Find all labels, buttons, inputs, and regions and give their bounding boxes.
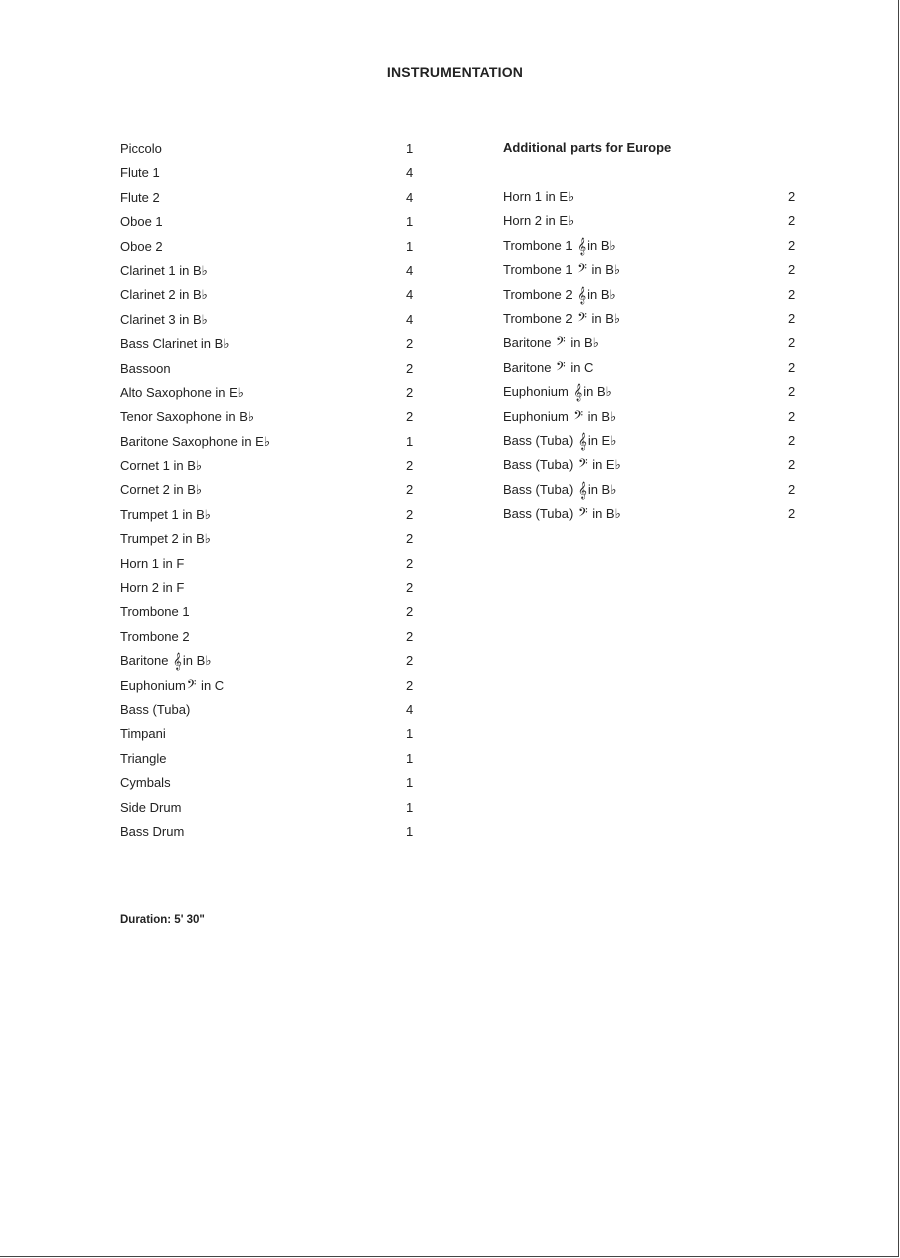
instrument-quantity: 2 <box>406 409 414 425</box>
part-name: Horn 1 in E♭ <box>503 189 575 204</box>
part-key: in B♭ <box>588 506 621 522</box>
bass-clef-icon: 𝄢 <box>556 334 566 353</box>
instrument-name: Flute 2 <box>120 189 160 205</box>
instrument-quantity: 2 <box>406 360 414 376</box>
part-name: Baritone <box>503 359 556 375</box>
instrument-row <box>120 478 420 502</box>
additional-part-row <box>503 478 808 502</box>
instrument-name: Side Drum <box>120 799 182 815</box>
additional-part-row <box>503 405 808 429</box>
instrument-row <box>120 210 420 234</box>
part-name: Bass (Tuba) <box>503 457 577 473</box>
instrument-row <box>120 259 420 283</box>
part-key: in E♭ <box>588 457 621 473</box>
part-quantity: 2 <box>788 237 796 253</box>
instrument-row <box>120 820 420 844</box>
instrument-list <box>120 137 420 844</box>
part-key: in B♭ <box>587 237 616 253</box>
instrument-row <box>120 527 420 551</box>
instrument-row <box>120 698 420 722</box>
instrument-row <box>120 454 420 478</box>
treble-clef-icon: 𝄞 <box>573 383 583 402</box>
treble-clef-icon: 𝄞 <box>577 480 587 499</box>
part-quantity: 2 <box>788 310 796 326</box>
instrument-name: Oboe 1 <box>120 214 163 230</box>
instrument-name: Baritone Saxophone in E♭ <box>120 433 270 449</box>
instrument-key: in C <box>197 677 225 693</box>
additional-part-row <box>503 185 808 209</box>
part-key: in C <box>566 359 594 375</box>
instrument-name: Tenor Saxophone in B♭ <box>120 409 255 425</box>
instrument-name: Bass Clarinet in B♭ <box>120 336 230 352</box>
clef-icon: 𝄢 <box>186 676 197 695</box>
instrument-name: Clarinet 2 in B♭ <box>120 287 208 303</box>
part-key: in E♭ <box>587 432 617 448</box>
instrument-quantity: 1 <box>406 238 414 254</box>
additional-part-row <box>503 356 808 380</box>
instrument-quantity: 2 <box>406 604 414 620</box>
instrument-row <box>120 649 420 673</box>
additional-part-row <box>503 307 808 331</box>
instrument-row <box>120 381 420 405</box>
additional-part-row <box>503 234 808 258</box>
instrument-name: Baritone <box>120 653 173 669</box>
instrument-row <box>120 235 420 259</box>
instrument-name: Cymbals <box>120 775 171 791</box>
bass-clef-icon: 𝄢 <box>577 505 588 524</box>
instrument-row <box>120 503 420 527</box>
instrument-quantity: 2 <box>406 506 414 522</box>
part-quantity: 2 <box>788 359 796 375</box>
instrument-quantity: 1 <box>406 799 414 815</box>
instrument-row <box>120 308 420 332</box>
duration-label: Duration: 5' 30" <box>120 914 205 926</box>
instrument-name: Horn 2 in F <box>120 580 185 596</box>
instrument-quantity: 1 <box>406 750 414 766</box>
part-quantity: 2 <box>788 408 796 424</box>
instrument-row <box>120 161 420 185</box>
bass-clef-icon: 𝄢 <box>577 309 587 328</box>
instrument-name: Trombone 2 <box>120 628 190 644</box>
additional-part-row <box>503 429 808 453</box>
instrument-row <box>120 600 420 624</box>
instrument-quantity: 2 <box>406 555 414 571</box>
instrument-name: Oboe 2 <box>120 238 163 254</box>
instrument-quantity: 2 <box>406 677 414 693</box>
treble-clef-icon: 𝄞 <box>577 236 587 255</box>
instrument-row <box>120 576 420 600</box>
instrument-row <box>120 796 420 820</box>
part-quantity: 2 <box>788 286 796 302</box>
additional-part-row <box>503 209 808 233</box>
part-key: in B♭ <box>583 384 612 400</box>
part-name: Trombone 2 <box>503 310 577 326</box>
part-quantity: 2 <box>788 262 796 278</box>
part-quantity: 2 <box>788 481 796 497</box>
instrument-row <box>120 430 420 454</box>
instrument-row <box>120 137 420 161</box>
instrument-quantity: 1 <box>406 433 414 449</box>
instrument-name: Clarinet 1 in B♭ <box>120 262 208 278</box>
part-name: Trombone 1 <box>503 262 577 278</box>
part-key: in B♭ <box>584 408 617 424</box>
additional-parts-list <box>503 185 808 526</box>
bass-clef-icon: 𝄢 <box>577 261 587 280</box>
treble-clef-icon: 𝄞 <box>577 431 587 450</box>
instrument-quantity: 4 <box>406 701 414 717</box>
part-quantity: 2 <box>788 213 796 229</box>
instrument-name: Clarinet 3 in B♭ <box>120 311 208 327</box>
instrument-quantity: 4 <box>406 262 414 278</box>
part-name: Bass (Tuba) <box>503 506 577 522</box>
instrument-row <box>120 405 420 429</box>
additional-part-row <box>503 502 808 526</box>
instrument-quantity: 1 <box>406 823 414 839</box>
additional-part-row <box>503 283 808 307</box>
bass-clef-icon: 𝄢 <box>573 407 584 426</box>
instrument-quantity: 2 <box>406 531 414 547</box>
instrument-quantity: 2 <box>406 336 414 352</box>
part-key: in B♭ <box>587 262 621 278</box>
instrument-quantity: 4 <box>406 311 414 327</box>
part-name: Bass (Tuba) <box>503 432 577 448</box>
clef-icon: 𝄞 <box>173 652 182 671</box>
instrument-name: Cornet 2 in B♭ <box>120 482 203 498</box>
part-name: Euphonium <box>503 384 573 400</box>
additional-part-row <box>503 380 808 404</box>
instrument-row <box>120 771 420 795</box>
instrument-quantity: 4 <box>406 165 414 181</box>
instrument-row <box>120 674 420 698</box>
instrument-row <box>120 552 420 576</box>
additional-part-row <box>503 258 808 282</box>
part-quantity: 2 <box>788 189 796 204</box>
instrument-quantity: 1 <box>406 141 414 156</box>
instrument-name: Bass Drum <box>120 823 185 839</box>
instrument-name: Bassoon <box>120 360 171 376</box>
instrument-quantity: 2 <box>406 384 414 400</box>
part-key: in B♭ <box>587 286 616 302</box>
instrument-name: Piccolo <box>120 141 162 156</box>
instrument-key: in B♭ <box>182 653 212 669</box>
instrument-name: Horn 1 in F <box>120 555 185 571</box>
part-quantity: 2 <box>788 457 796 473</box>
instrument-row <box>120 186 420 210</box>
instrument-quantity: 4 <box>406 189 414 205</box>
instrument-name: Bass (Tuba) <box>120 701 191 717</box>
part-key: in B♭ <box>587 310 621 326</box>
instrument-name: Trumpet 2 in B♭ <box>120 531 211 547</box>
part-quantity: 2 <box>788 384 796 400</box>
instrument-name: Triangle <box>120 750 167 766</box>
instrument-quantity: 2 <box>406 482 414 498</box>
part-name: Bass (Tuba) <box>503 481 577 497</box>
instrument-quantity: 1 <box>406 214 414 230</box>
bass-clef-icon: 𝄢 <box>577 456 588 475</box>
instrument-quantity: 1 <box>406 726 414 742</box>
instrument-quantity: 4 <box>406 287 414 303</box>
part-quantity: 2 <box>788 432 796 448</box>
part-quantity: 2 <box>788 506 796 522</box>
instrument-row <box>120 625 420 649</box>
part-name: Euphonium <box>503 408 573 424</box>
treble-clef-icon: 𝄞 <box>577 285 587 304</box>
part-key: in B♭ <box>566 335 599 351</box>
part-name: Trombone 2 <box>503 286 577 302</box>
instrument-row <box>120 722 420 746</box>
page-title: INSTRUMENTATION <box>386 64 524 80</box>
instrument-name: Cornet 1 in B♭ <box>120 458 203 474</box>
bass-clef-icon: 𝄢 <box>556 358 566 377</box>
instrument-row <box>120 357 420 381</box>
instrument-quantity: 1 <box>406 775 414 791</box>
instrument-name: Alto Saxophone in E♭ <box>120 384 244 400</box>
instrument-row <box>120 332 420 356</box>
part-name: Trombone 1 <box>503 237 577 253</box>
part-name: Horn 2 in E♭ <box>503 213 575 229</box>
instrument-quantity: 2 <box>406 580 414 596</box>
instrument-name: Timpani <box>120 726 166 742</box>
part-key: in B♭ <box>587 481 617 497</box>
instrument-name: Trombone 1 <box>120 604 190 620</box>
part-name: Baritone <box>503 335 556 351</box>
instrument-row <box>120 747 420 771</box>
instrument-name: Euphonium <box>120 677 186 693</box>
instrument-quantity: 2 <box>406 458 414 474</box>
part-quantity: 2 <box>788 335 796 351</box>
additional-part-row <box>503 453 808 477</box>
additional-part-row <box>503 331 808 355</box>
instrument-row <box>120 283 420 307</box>
additional-parts-heading: Additional parts for Europe <box>503 140 672 155</box>
instrument-quantity: 2 <box>406 628 414 644</box>
instrument-quantity: 2 <box>406 653 414 669</box>
instrument-name: Flute 1 <box>120 165 160 181</box>
instrument-name: Trumpet 1 in B♭ <box>120 506 211 522</box>
